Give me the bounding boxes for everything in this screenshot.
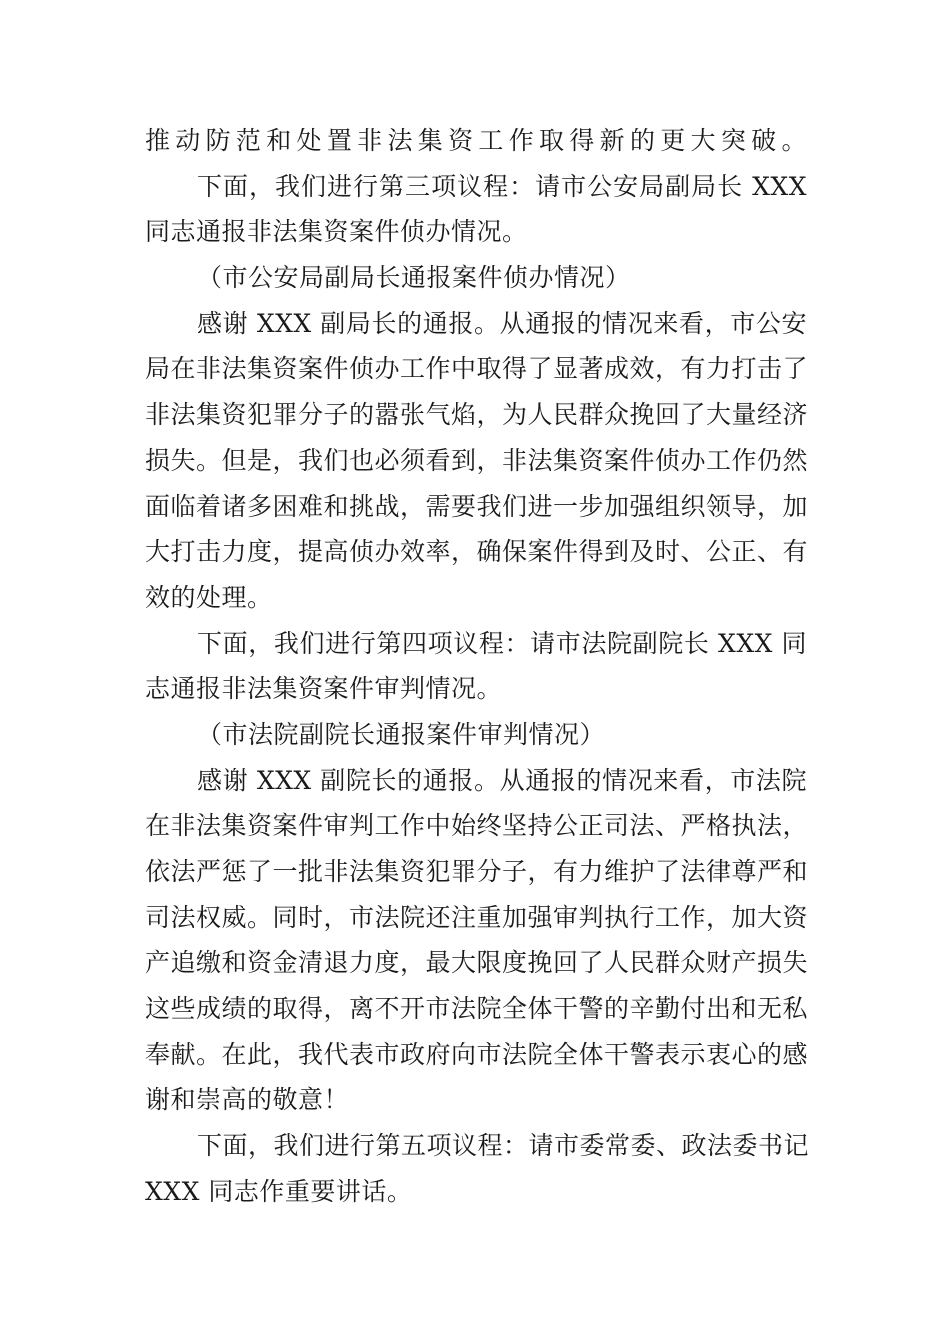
document-body xyxy=(145,118,810,1215)
text-line: 下面，我们进行第三项议程：请市公安局副局长 XXX xyxy=(197,171,807,201)
text-line: 产追缴和资金清退力度，最大限度挽回了人民群众财产损失 xyxy=(145,948,809,978)
text-line: 下面，我们进行第五项议程：请市委常委、政法委书记 xyxy=(197,1131,810,1161)
text-line: 损失。但是，我们也必须看到，非法集资案件侦办工作仍然 xyxy=(145,445,809,475)
text-line: 推动防范和处置非法集资工作取得新的更大突破。 xyxy=(145,126,807,155)
text-line: 奉献。在此，我代表市政府向市法院全体干警表示衷心的感 xyxy=(145,1039,809,1069)
text-line: 大打击力度，提高侦办效率，确保案件得到及时、公正、有 xyxy=(145,537,809,567)
text-line: 在非法集资案件审判工作中始终坚持公正司法、严格执法， xyxy=(145,811,809,841)
text-line: 非法集资犯罪分子的嚣张气焰，为人民群众挽回了大量经济 xyxy=(145,400,809,430)
text-line: 这些成绩的取得，离不开市法院全体干警的辛勤付出和无私 xyxy=(145,994,809,1024)
text-line: XXX 同志作重要讲话。 xyxy=(145,1176,413,1206)
stage-direction: （市法院副院长通报案件审判情况） xyxy=(197,719,606,749)
text-line: 同志通报非法集资案件侦办情况。 xyxy=(145,217,528,247)
text-line: 依法严惩了一批非法集资犯罪分子，有力维护了法律尊严和 xyxy=(145,857,809,886)
text-line: 下面，我们进行第四项议程：请市法院副院长 XXX 同 xyxy=(197,628,807,658)
text-line: 效的处理。 xyxy=(145,582,273,612)
text-line: 谢和崇高的敬意！ xyxy=(145,1085,350,1115)
text-line: 面临着诸多困难和挑战，需要我们进一步加强组织领导，加 xyxy=(145,491,809,521)
stage-direction: （市公安局副局长通报案件侦办情况） xyxy=(197,263,631,293)
text-line: 感谢 XXX 副院长的通报。从通报的情况来看，市法院 xyxy=(197,765,807,795)
text-line: 司法权威。同时，市法院还注重加强审判执行工作，加大资 xyxy=(145,902,809,932)
text-line: 志通报非法集资案件审判情况。 xyxy=(145,674,503,704)
text-line: 局在非法集资案件侦办工作中取得了显著成效，有力打击了 xyxy=(145,354,809,384)
text-line: 感谢 XXX 副局长的通报。从通报的情况来看，市公安 xyxy=(197,308,807,338)
